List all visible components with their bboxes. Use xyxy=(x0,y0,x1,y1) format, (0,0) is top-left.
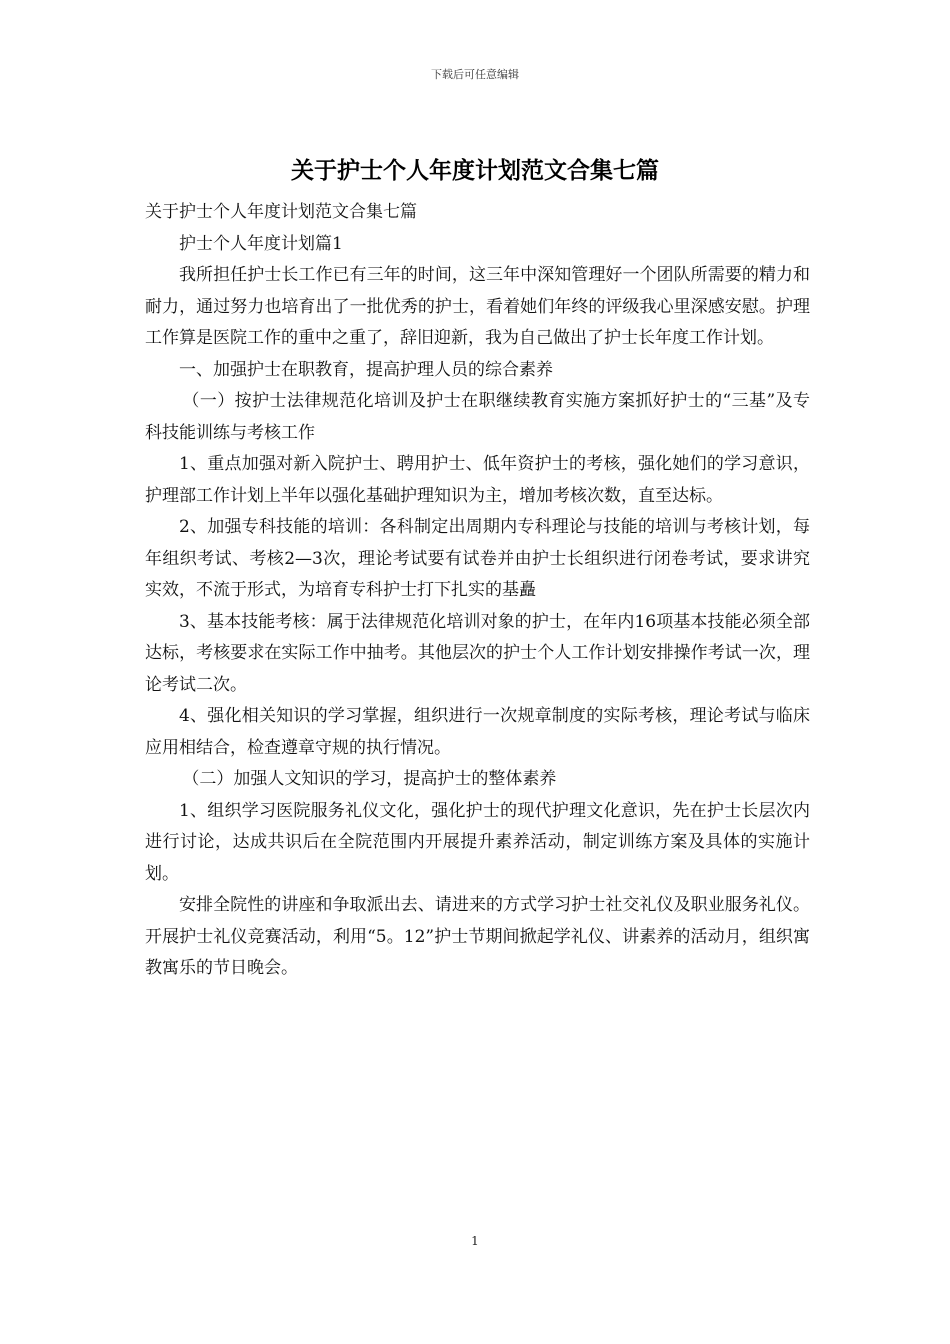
list-item: 4、强化相关知识的学习掌握，组织进行一次规章制度的实际考核，理论考试与临床应用相结合，检查遵章守规的执行情况。 xyxy=(145,706,810,758)
document-body xyxy=(145,197,810,985)
list-item: 3、基本技能考核：属于法律规范化培训对象的护士，在年内16项基本技能必须全部达标，考核要求在实际工作中抽考。其他层次的护士个人工作计划安排操作考试一次，理论考试二次。 xyxy=(145,611,810,695)
subtitle-line: 关于护士个人年度计划范文合集七篇 xyxy=(145,202,417,222)
section-heading: 护士个人年度计划篇1 xyxy=(179,233,343,254)
list-item: 1、组织学习医院服务礼仪文化，强化护士的现代护理文化意识，先在护士长层次内进行讨论，达成共识后在全院范围内开展提升素养活动，制定训练方案及具体的实施计划。 xyxy=(145,800,810,884)
document-title: 关于护士个人年度计划范文合集七篇 xyxy=(291,157,659,184)
paragraph: 安排全院性的讲座和争取派出去、请进来的方式学习护士社交礼仪及职业服务礼仪。开展护士礼仪竞赛活动，利用“5。12”护士节期间掀起学礼仪、讲素养的活动月，组织寓教寓乐的节日晚会。 xyxy=(145,895,810,978)
section-heading: 一、加强护士在职教育，提高护理人员的综合素养 xyxy=(179,359,553,380)
subsection-heading: （二）加强人文知识的学习，提高护士的整体素养 xyxy=(182,769,557,789)
page-number: 1 xyxy=(471,1234,479,1248)
list-item: 1、重点加强对新入院护士、聘用护士、低年资护士的考核，强化她们的学习意识，护理部工作计划上半年以强化基础护理知识为主，增加考核次数，直至达标。 xyxy=(145,454,810,506)
list-item: 2、加强专科技能的培训：各科制定出周期内专科理论与技能的培训与考核计划，每年组织考试、考核2—3次，理论考试要有试卷并由护士长组织进行闭卷考试，要求讲究实效，不流于形式，为培育专科护士打下扎实的基矗 xyxy=(145,517,810,600)
paragraph: 我所担任护士长工作已有三年的时间，这三年中深知管理好一个团队所需要的精力和耐力，通过努力也培育出了一批优秀的护士，看着她们年终的评级我心里深感安慰。护理工作算是医院工作的重中之重了，辞旧迎新，我为自己做出了护士长年度工作计划。 xyxy=(145,265,810,348)
subsection-heading: （一）按护士法律规范化培训及护士在职继续教育实施方案抓好护士的“三基”及专科技能训练与考核工作 xyxy=(145,391,810,443)
header-note: 下载后可任意编辑 xyxy=(431,68,519,81)
